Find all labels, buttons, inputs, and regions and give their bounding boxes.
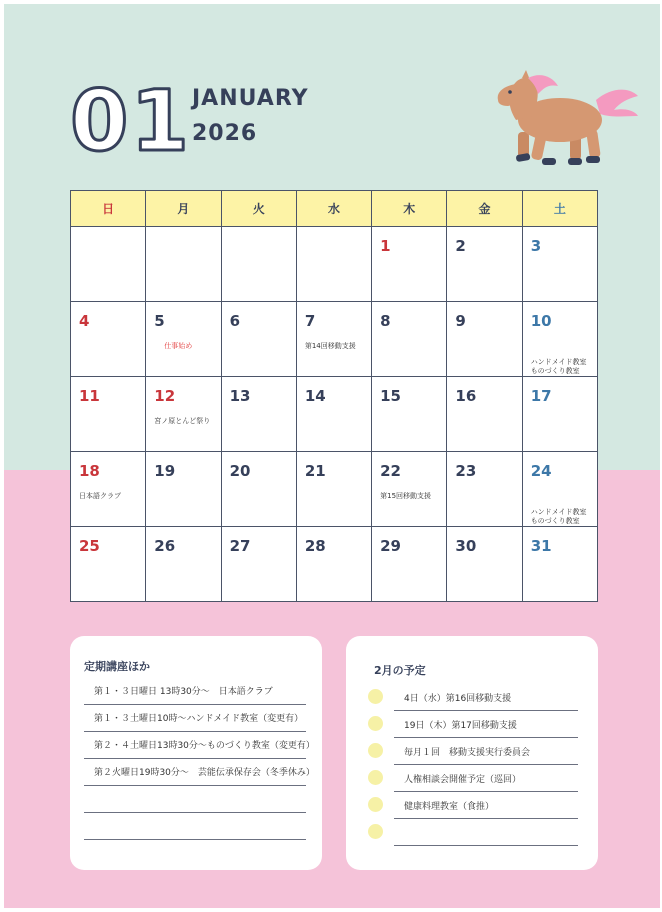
day-cell[interactable] [447,302,522,377]
day-cell[interactable] [522,377,597,452]
horse-illustration [488,70,640,174]
regular-class-text: 第１・３日曜日 13時30分～ 日本語クラブ [94,687,273,697]
day-number: 10 [530,312,552,330]
day-number: 7 [304,312,316,330]
regular-classes-title: 定期講座ほか [84,660,150,673]
day-cell[interactable] [447,377,522,452]
day-cell[interactable] [146,377,221,452]
bullet-dot-icon [368,824,383,839]
day-number: 25 [79,537,100,555]
day-number: 1 [380,237,391,255]
month-number [68,72,191,170]
day-event: 仕事始め [164,342,193,350]
bullet-dot-icon [368,797,383,812]
day-number: 27 [229,537,251,555]
day-number: 31 [530,537,552,555]
weekday-1: 月 [146,191,221,227]
day-number: 11 [79,387,100,405]
day-cell[interactable] [296,377,371,452]
regular-class-text: 第２火曜日19時30分～ 芸能伝承保存会（冬季休み） [94,768,315,778]
regular-classes-panel [70,636,322,870]
day-cell[interactable] [372,302,447,377]
february-plan-text: 人権相談会開催予定（巡回） [404,775,522,785]
day-cell[interactable] [296,302,371,377]
day-number: 14 [304,387,326,405]
day-cell[interactable] [372,227,447,302]
regular-class-item [84,677,306,705]
week-row [71,227,598,302]
day-number: 12 [154,387,176,405]
calendar-grid [70,190,598,602]
day-cell[interactable] [372,527,447,602]
day-number: 20 [229,462,251,480]
day-number: 8 [380,312,391,330]
february-plan-item [368,684,588,711]
day-number: 17 [530,387,552,405]
day-cell[interactable] [71,527,146,602]
bullet-dot-icon [368,743,383,758]
year: 2026 [192,121,258,146]
weekday-4: 木 [372,191,447,227]
bullet-dot-icon [368,689,383,704]
february-plans-title: 2月の予定 [374,664,426,677]
day-event: 日本語クラブ [79,492,121,500]
february-plan-text: 19日（木）第17回移動支援 [404,721,517,731]
regular-class-item [84,704,306,732]
item-underline [394,845,578,846]
weekday-header [71,191,598,227]
bullet-dot-icon [368,716,383,731]
day-number: 30 [455,537,477,555]
day-cell[interactable] [522,227,597,302]
regular-class-item [84,785,306,813]
day-event: 第14回移動支援 [304,342,356,350]
day-number: 23 [455,462,477,480]
day-number: 5 [154,312,165,330]
day-number: 24 [530,462,552,480]
february-plan-text: 4日（水）第16回移動支援 [404,694,512,704]
day-number: 4 [79,312,90,330]
regular-class-item [84,758,315,786]
day-cell[interactable] [146,302,221,377]
regular-class-item [84,731,315,759]
day-cell[interactable] [522,302,597,377]
day-cell[interactable] [71,227,146,302]
february-plan-text: 健康料理教室（食推） [404,802,495,812]
weekday-5: 金 [447,191,522,227]
february-plan-item [368,819,588,846]
day-cell[interactable] [146,452,221,527]
february-plan-item [368,711,588,738]
day-cell[interactable] [296,227,371,302]
day-cell[interactable] [522,527,597,602]
day-number: 22 [380,462,401,480]
day-number: 9 [455,312,466,330]
day-number: 26 [154,537,176,555]
week-row [71,452,598,527]
day-number: 21 [304,462,326,480]
day-number: 29 [380,537,401,555]
day-cell[interactable] [372,452,447,527]
day-number: 13 [229,387,251,405]
day-cell[interactable] [296,452,371,527]
day-number: 16 [455,387,477,405]
day-cell[interactable] [221,227,296,302]
day-number: 2 [455,237,466,255]
weekday-3: 水 [296,191,371,227]
day-cell[interactable] [221,377,296,452]
day-number: 18 [79,462,100,480]
day-number: 15 [380,387,401,405]
day-cell[interactable] [372,377,447,452]
february-plan-item [368,765,588,792]
february-plan-text: 毎月１回 移動支援実行委員会 [404,748,531,758]
month-name: JANUARY [192,86,309,111]
day-number: 6 [229,312,240,330]
week-row [71,377,598,452]
day-cell[interactable] [296,527,371,602]
weekday-6: 土 [522,191,597,227]
regular-class-text: 第１・３土曜日10時～ハンドメイド教室（変更有） [94,714,304,724]
day-cell[interactable] [447,227,522,302]
regular-class-text: 第２・４土曜日13時30分～ものづくり教室（変更有） [94,741,315,751]
weekday-0: 日 [71,191,146,227]
day-number: 28 [304,537,326,555]
day-cell[interactable] [146,227,221,302]
day-event: 宮ノ原とんど祭り [154,417,211,425]
day-cell[interactable] [71,452,146,527]
svg-text:01: 01 [70,72,191,170]
day-event: ハンドメイド教室 ものづくり教室 [530,508,587,525]
day-event: ハンドメイド教室 ものづくり教室 [530,358,587,375]
day-cell[interactable] [447,452,522,527]
day-cell[interactable] [221,452,296,527]
day-cell[interactable] [447,527,522,602]
day-cell[interactable] [146,527,221,602]
bullet-dot-icon [368,770,383,785]
weekday-2: 火 [221,191,296,227]
february-plans-panel [346,636,598,870]
week-row [71,527,598,602]
day-cell[interactable] [221,302,296,377]
day-number: 19 [154,462,176,480]
day-cell[interactable] [221,527,296,602]
week-row [71,302,598,377]
day-cell[interactable] [71,302,146,377]
regular-class-item [84,812,306,840]
day-cell[interactable] [522,452,597,527]
day-event: 第15回移動支援 [380,492,432,500]
day-number: 3 [530,237,542,255]
day-cell[interactable] [71,377,146,452]
february-plan-item [368,792,588,819]
february-plan-item [368,738,588,765]
